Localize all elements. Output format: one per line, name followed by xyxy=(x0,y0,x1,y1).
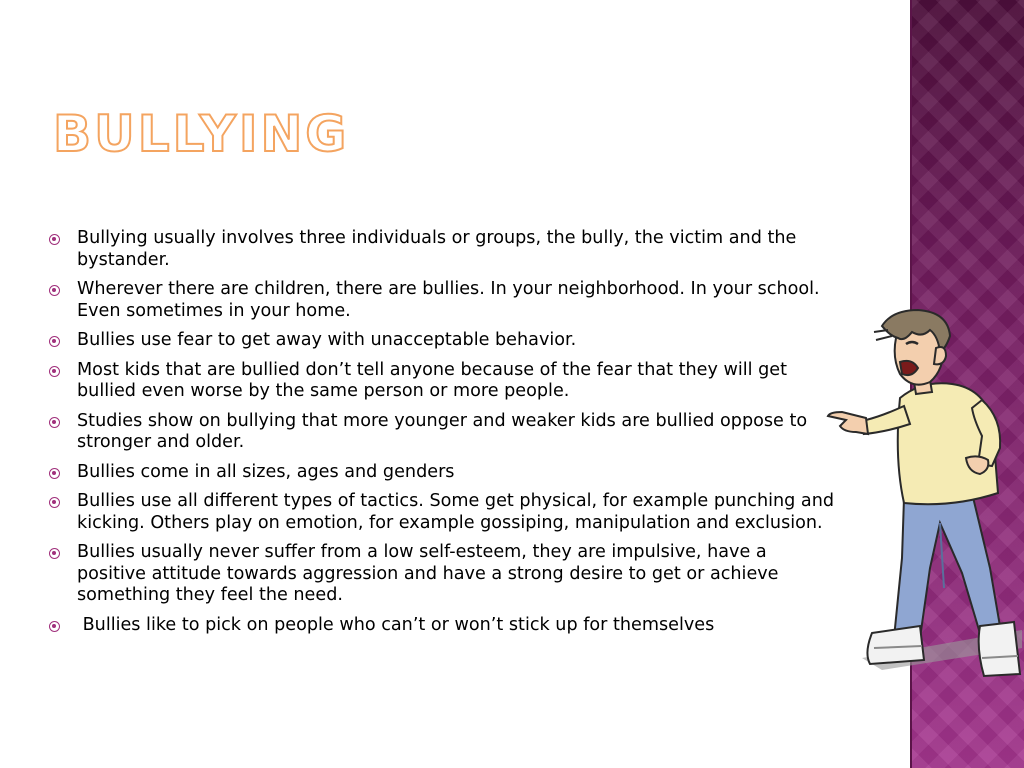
bullet-list xyxy=(48,228,838,644)
bullet-icon xyxy=(49,497,60,508)
bullet-item xyxy=(48,411,838,454)
bullet-text: Wherever there are children, there are bullies. In your neighborhood. In your school. Even sometimes in your home. xyxy=(77,279,820,321)
bullet-text: Bullies like to pick on people who can’t or won’t stick up for themselves xyxy=(77,614,715,635)
bullet-icon xyxy=(49,468,60,479)
bullet-text: Bullies come in all sizes, ages and genders xyxy=(77,461,455,482)
bullet-item xyxy=(48,462,838,484)
bullet-icon xyxy=(49,417,60,428)
bullet-item xyxy=(48,615,838,637)
bullet-text: Bullies use fear to get away with unacceptable behavior. xyxy=(77,330,577,350)
bullet-item xyxy=(48,279,838,322)
bullet-icon xyxy=(49,366,60,377)
bullet-icon xyxy=(49,336,60,347)
bullet-text: Studies show on bullying that more younger and weaker kids are bullied oppose to stronger and older. xyxy=(77,410,808,452)
bullet-icon xyxy=(49,285,60,296)
bullet-text: Most kids that are bullied don’t tell anyone because of the fear that they will get bullied even worse by the same person or more people. xyxy=(77,359,788,401)
bullet-item xyxy=(48,491,838,534)
bullet-text: Bullies use all different types of tactics. Some get physical, for example punching and kicking. Others play on emotion, for example gossiping, manipulation and exclusion. xyxy=(77,491,835,533)
bullet-icon xyxy=(49,548,60,559)
bullet-text: Bullying usually involves three individuals or groups, the bully, the victim and the bystander. xyxy=(77,228,797,270)
bullet-item xyxy=(48,542,838,607)
bullet-item xyxy=(48,228,838,271)
bullet-icon xyxy=(49,621,60,632)
bullet-icon xyxy=(49,234,60,245)
slide-title: BULLYING xyxy=(53,105,350,163)
bullet-item xyxy=(48,330,838,352)
bullet-text: Bullies usually never suffer from a low self-esteem, they are impulsive, have a positive attitude towards aggression and have a strong desire to get or achieve something they feel the need. xyxy=(77,542,779,605)
bullet-item xyxy=(48,360,838,403)
laughing-boy-pointing-clipart xyxy=(822,308,1022,686)
